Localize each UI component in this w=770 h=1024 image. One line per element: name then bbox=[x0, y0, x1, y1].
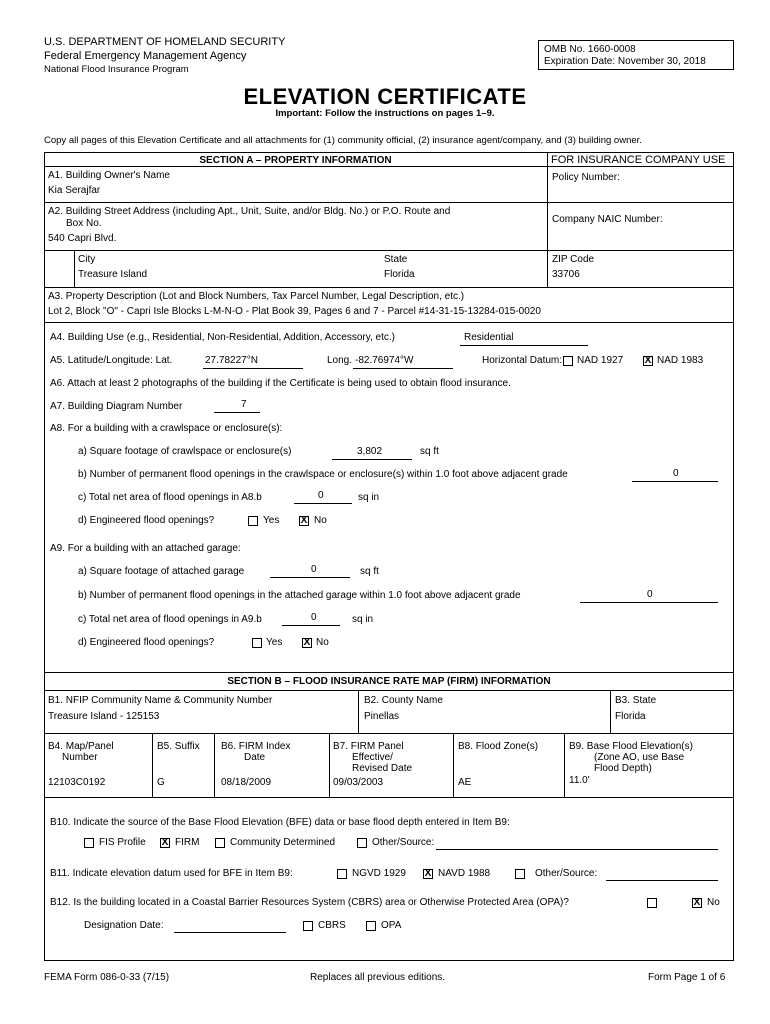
firm-label: FIRM bbox=[175, 837, 200, 848]
a9a-value[interactable]: 0 bbox=[311, 564, 317, 575]
copy-note: Copy all pages of this Elevation Certificate and all attachments for (1) community official, (2) insurance agent/company, and (3) building owner. bbox=[44, 135, 642, 146]
b3-label: B3. State bbox=[615, 695, 657, 706]
a9a-unit: sq ft bbox=[360, 566, 379, 577]
a5-long-value[interactable]: -82.76974°W bbox=[355, 355, 414, 366]
a8d-no-checkbox[interactable]: X bbox=[300, 515, 308, 526]
program-name: National Flood Insurance Program bbox=[44, 64, 189, 75]
b12-no-label: No bbox=[707, 897, 720, 908]
cbrs-checkbox[interactable] bbox=[303, 921, 313, 931]
b9-label-2: (Zone AO, use Base bbox=[594, 752, 685, 763]
a3-value[interactable]: Lot 2, Block "O" - Capri Isle Blocks L-M-N-O - Plat Book 39, Pages 6 and 7 - Parcel #14-31-15-13284-015-0020 bbox=[48, 306, 541, 317]
state-value[interactable]: Florida bbox=[384, 269, 415, 280]
b3-value[interactable]: Florida bbox=[615, 711, 646, 722]
b9-label-3: Flood Depth) bbox=[594, 763, 652, 774]
replaces-note: Replaces all previous editions. bbox=[310, 972, 446, 983]
other-source-label: Other/Source: bbox=[372, 837, 435, 848]
a2-label-2: Box No. bbox=[66, 218, 102, 229]
b2-value[interactable]: Pinellas bbox=[364, 711, 400, 722]
naic-label: Company NAIC Number: bbox=[552, 214, 663, 225]
b6-value[interactable]: 08/18/2009 bbox=[221, 777, 272, 788]
dept-name: U.S. DEPARTMENT OF HOMELAND SECURITY bbox=[44, 36, 286, 48]
a3-label: A3. Property Description (Lot and Block Numbers, Tax Parcel Number, Legal Description, etc.) bbox=[48, 291, 465, 302]
zip-label: ZIP Code bbox=[552, 254, 595, 265]
a8a-unit: sq ft bbox=[420, 446, 439, 457]
b11-label: B11. Indicate elevation datum used for BFE in Item B9: bbox=[50, 868, 293, 879]
b7-value[interactable]: 09/03/2003 bbox=[333, 777, 384, 788]
form-number: FEMA Form 086-0-33 (7/15) bbox=[44, 972, 170, 983]
b1-value[interactable]: Treasure Island - 125153 bbox=[48, 711, 160, 722]
ngvd-label: NGVD 1929 bbox=[352, 868, 406, 879]
omb-box bbox=[538, 40, 734, 70]
insurance-use-title: FOR INSURANCE COMPANY USE bbox=[551, 154, 726, 166]
a8a-label: a) Square footage of crawlspace or enclosure(s) bbox=[78, 446, 292, 457]
b9-value[interactable]: 11.0' bbox=[569, 775, 590, 786]
b7-label-2: Effective/ bbox=[352, 752, 393, 763]
a5-label: A5. Latitude/Longitude: Lat. bbox=[50, 355, 173, 366]
b9-label-1: B9. Base Flood Elevation(s) bbox=[569, 741, 693, 752]
b12-label: B12. Is the building located in a Coastal Barrier Resources System (CBRS) area or Otherwise Protected Area (OPA)? bbox=[50, 897, 569, 908]
a8d-no-label: No bbox=[314, 515, 327, 526]
a8d-yes-label: Yes bbox=[263, 515, 280, 526]
a2-label-1: A2. Building Street Address (including Apt., Unit, Suite, and/or Bldg. No.) or P.O. Route and bbox=[48, 206, 451, 217]
b8-value[interactable]: AE bbox=[458, 777, 472, 788]
agency-name: Federal Emergency Management Agency bbox=[44, 50, 247, 62]
b8-label: B8. Flood Zone(s) bbox=[458, 741, 539, 752]
fis-label: FIS Profile bbox=[99, 837, 146, 848]
a4-value[interactable]: Residential bbox=[464, 332, 514, 343]
a9c-value[interactable]: 0 bbox=[311, 612, 317, 623]
cbrs-label: CBRS bbox=[318, 920, 346, 931]
a9b-label: b) Number of permanent flood openings in the attached garage within 1.0 foot above adjacent grade bbox=[78, 590, 521, 601]
a9c-unit: sq in bbox=[352, 614, 374, 625]
policy-number-label: Policy Number: bbox=[552, 172, 620, 183]
omb-number: OMB No. 1660-0008 bbox=[544, 44, 636, 55]
city-value[interactable]: Treasure Island bbox=[78, 269, 148, 280]
a9d-yes-label: Yes bbox=[266, 637, 283, 648]
a8b-value[interactable]: 0 bbox=[673, 468, 679, 479]
city-label: City bbox=[78, 254, 96, 265]
zip-value[interactable]: 33706 bbox=[552, 269, 580, 280]
a8d-label: d) Engineered flood openings? bbox=[78, 515, 215, 526]
a9d-no-checkbox[interactable]: X bbox=[303, 637, 311, 648]
nad1927-label: NAD 1927 bbox=[577, 355, 624, 366]
nad1983-checkbox[interactable]: X bbox=[644, 355, 652, 366]
opa-checkbox[interactable] bbox=[366, 921, 376, 931]
b11-other-checkbox[interactable] bbox=[515, 869, 525, 879]
a8c-unit: sq in bbox=[358, 492, 380, 503]
opa-label: OPA bbox=[381, 920, 402, 931]
section-b-title: SECTION B – FLOOD INSURANCE RATE MAP (FIRM) INFORMATION bbox=[227, 676, 551, 687]
b4-label-2: Number bbox=[62, 752, 98, 763]
a7-value[interactable]: 7 bbox=[241, 399, 247, 410]
important-note: Important: Follow the instructions on pages 1–9. bbox=[275, 108, 495, 119]
a9d-label: d) Engineered flood openings? bbox=[78, 637, 215, 648]
a1-value[interactable]: Kia Serajfar bbox=[48, 185, 101, 196]
a9b-value[interactable]: 0 bbox=[647, 589, 653, 600]
b10-label: B10. Indicate the source of the Base Flood Elevation (BFE) data or base flood depth entered in Item B9: bbox=[50, 817, 510, 828]
b5-label: B5. Suffix bbox=[157, 741, 200, 752]
a9-label: A9. For a building with an attached garage: bbox=[50, 543, 241, 554]
a8c-label: c) Total net area of flood openings in A8.b bbox=[78, 492, 262, 503]
a8d-yes-checkbox[interactable] bbox=[248, 516, 258, 526]
a1-label: A1. Building Owner's Name bbox=[48, 170, 170, 181]
a8a-value[interactable]: 3,802 bbox=[357, 446, 383, 457]
navd-label: NAVD 1988 bbox=[438, 868, 491, 879]
a9a-label: a) Square footage of attached garage bbox=[78, 566, 245, 577]
a9d-yes-checkbox[interactable] bbox=[252, 638, 262, 648]
a5-long-label: Long. bbox=[327, 355, 353, 366]
firm-checkbox[interactable]: X bbox=[161, 837, 169, 848]
a7-label: A7. Building Diagram Number bbox=[50, 401, 183, 412]
b12-yes-checkbox[interactable] bbox=[647, 898, 657, 908]
b4-value[interactable]: 12103C0192 bbox=[48, 777, 106, 788]
a2-value[interactable]: 540 Capri Blvd. bbox=[48, 233, 117, 244]
other-source-checkbox[interactable] bbox=[357, 838, 367, 848]
b7-label-3: Revised Date bbox=[352, 763, 413, 774]
page-title: ELEVATION CERTIFICATE bbox=[243, 84, 527, 109]
a6-label: A6. Attach at least 2 photographs of the building if the Certificate is being used to obtain flood insurance. bbox=[50, 378, 511, 389]
a8b-label: b) Number of permanent flood openings in the crawlspace or enclosure(s) within 1.0 foot above adjacent grade bbox=[78, 469, 568, 480]
b12-no-checkbox[interactable]: X bbox=[693, 897, 701, 908]
a8c-value[interactable]: 0 bbox=[318, 490, 324, 501]
state-label: State bbox=[384, 254, 408, 265]
b2-label: B2. County Name bbox=[364, 695, 443, 706]
a9d-no-label: No bbox=[316, 637, 329, 648]
nad1927-checkbox[interactable] bbox=[563, 356, 573, 366]
a9c-label: c) Total net area of flood openings in A9.b bbox=[78, 614, 262, 625]
b1-label: B1. NFIP Community Name & Community Number bbox=[48, 695, 273, 706]
navd-checkbox[interactable]: X bbox=[424, 868, 432, 879]
ngvd-checkbox[interactable] bbox=[337, 869, 347, 879]
community-label: Community Determined bbox=[230, 837, 336, 848]
nad1983-label: NAD 1983 bbox=[657, 355, 704, 366]
a5-datum-label: Horizontal Datum: bbox=[482, 355, 563, 366]
designation-label: Designation Date: bbox=[84, 920, 164, 931]
section-a-title: SECTION A – PROPERTY INFORMATION bbox=[199, 155, 392, 166]
b4-label-1: B4. Map/Panel bbox=[48, 741, 114, 752]
a8-label: A8. For a building with a crawlspace or enclosure(s): bbox=[50, 423, 283, 434]
community-checkbox[interactable] bbox=[215, 838, 225, 848]
b6-label-2: Date bbox=[244, 752, 266, 763]
expiration-date: Expiration Date: November 30, 2018 bbox=[544, 56, 706, 67]
b11-other-label: Other/Source: bbox=[535, 868, 598, 879]
page-number: Form Page 1 of 6 bbox=[648, 972, 726, 983]
b6-label-1: B6. FIRM Index bbox=[221, 741, 291, 752]
a5-lat-value[interactable]: 27.78227°N bbox=[205, 355, 258, 366]
a4-label: A4. Building Use (e.g., Residential, Non-Residential, Addition, Accessory, etc.) bbox=[50, 332, 395, 343]
b7-label-1: B7. FIRM Panel bbox=[333, 741, 404, 752]
fis-checkbox[interactable] bbox=[84, 838, 94, 848]
b5-value[interactable]: G bbox=[157, 777, 165, 788]
